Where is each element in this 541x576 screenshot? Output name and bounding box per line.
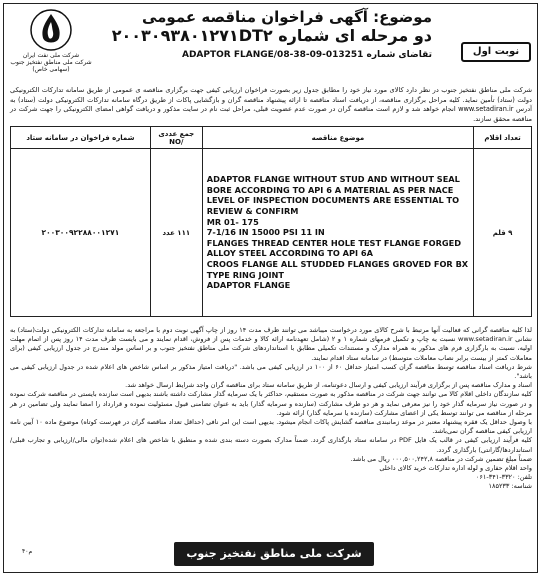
header-count: تعداد اقلام — [474, 127, 532, 149]
page-title: موضوع: آگهی فراخوان مناقصه عمومی — [141, 8, 432, 26]
body-paragraph: تلفن: ۳۳۲۰-۳۴۱-۰۶۱ — [475, 473, 532, 482]
request-code: تقاضای شماره ADAPTOR FLANGE/08-38-09-013251 — [182, 50, 432, 60]
body-paragraph: کلیه سازندگان داخلی اقلام کالا می توانند جهت شرکت در مناقصه مذکور به صورت مستقیم، حداکثر با یک سرمایه گذار مشارکت داشته باشند بدیهی است سازنده بایستی در مناقصه شرکت نموده و در صورت نیاز سرمایه گذار خود را نیز معرفی نماید و هر دو طرف مشارکت (سازنده و سرمایه گذار) باید به عنوان تضامنی قبول مسئولیت نموده و قرارداد را امضا نمایند ولی تضامین در هر مرحله از مناقصه می توانند توسط یکی از اعضای مشارکت (سازنده یا سرمایه گذار) ارائه شود. — [10, 390, 532, 417]
description-line: REVIEW & CONFIRM — [206, 206, 299, 217]
footer-id-code: م۴۰ — [22, 548, 33, 555]
body-paragraph: شرط دریافت اسناد مناقصه توسط مناقصه گران کسب امتیاز حداقل ۶۰ از ۱۰۰ در ارزیابی کیفی می باشد. "دریافت امتیاز مذکور بر اساس شاخص های اعلام شده در جدول ارزیابی کیفی می باشد". — [10, 362, 533, 381]
description-line: LEVEL OF INSPECTION DOCUMENTS ARE ESSENTIAL TO — [206, 195, 460, 206]
body-text — [10, 326, 532, 492]
item-count: ۹ قلم — [474, 149, 532, 317]
item-description — [202, 149, 473, 317]
description-line: 7-1/16 IN 15000 PSI 11 IN — [206, 227, 325, 238]
setad-number: ۲۰۰۳۰۰۹۲۲۸۸۰۰۱۲۷۱ — [11, 149, 151, 317]
table-header-row — [11, 127, 532, 149]
body-paragraph: با وصول حداقل یک فقره پیشنهاد معتبر در موعد زمانبندی مناقصه گشایش پاکات انجام میشود. بدیهی است این امر نافی (حداقل تعداد مناقصه گران در فهرست کوتاه) موضوع ماده ۱۰ آیین نامه ارزیابی کیفی مناقصه گران نمی‌باشد. — [10, 418, 532, 436]
logo-text-1: شرکت ملی نفت ایران — [22, 52, 80, 59]
description-line: ADAPTOR FLANGE — [206, 280, 291, 291]
nioc-logo-icon — [29, 8, 73, 52]
table-row — [11, 149, 532, 317]
tender-number: دو مرحله ای شماره ۲۰۰۳۰۹۳۸۰۱۲۷۱DT۲ — [111, 26, 432, 45]
body-paragraph: اسناد و مدارک مناقصه پس از برگزاری فرآیند ارزیابی کیفی و ارسال دعوتنامه، از طریق سامانه ستاد برای مناقصه گران واجد شرایط ارسال خواهد شد. — [125, 381, 532, 390]
description-line: MR 01- 175 — [206, 216, 259, 227]
description-line: ALLOY STEEL ACCORDING TO API 6A — [206, 248, 373, 259]
body-paragraph: واحد اقلام حفاری و لوله اداره تدارکات خرید کالای داخلی — [379, 464, 532, 473]
description-line: FLANGES THREAD CENTER HOLE TEST FLANGE FORGED — [206, 237, 462, 248]
header-setad-number: شماره فراخوان در سامانه ستاد — [11, 127, 151, 149]
items-table — [10, 126, 532, 317]
title-box — [100, 8, 432, 74]
header-total: جمع عددی /NO — [150, 127, 202, 149]
body-paragraph: لذا کلیه مناقصه گرانی که فعالیت آنها مرتبط با شرح کالای مورد درخواست میباشد می توانند ظرف مدت ۱۴ روز از چاپ آگهی نوبت دوم با مراجعه به سامانه تدارکات الکترونیکی دولت(ستاد) به نشانی www.setadiran.ir نسبت به چاپ و تکمیل فرمهای شماره ۱ و ۲ (شامل تعهدنامه ارائه کالا و خدمات پس از فروش، اقدام نمایند و می بایست ظرف مدت ۱۴ روز پس از اتمام مهلت اولیه، نسبت به بارگزاری فرم های مذکور به همراه مدارک و مستندات تکمیلی مطابق با استانداردهای شرکت ملی مناطق نفتخیز جنوب و بر اساس مولد مندرج در جدول ارزیابی کیفی (برای معاملات کمتر از بیست برابر نصاب معاملات متوسط) در سامانه ستاد اقدام نمایند. — [10, 326, 532, 362]
header — [4, 4, 537, 82]
intro-paragraph: شرکت ملی مناطق نفتخیز جنوب در نظر دارد کالای مورد نیاز خود را مطابق جدول زیر بصورت فراخوان ارزیابی کیفی جهت برگزاری مناقصه ی عمومی از طریق سامانه تدارکات الکترونیکی دولت (ستاد) تأمین نماید. کلیه مراحل برگزاری مناقصه، از دریافت اسناد مناقصه تا ارائه پیشنهاد مناقصه گران و بازگشایی پاکات از طریق درگاه سامانه تدارکات الکترونیکی دولت (ستاد) به آدرس www.setadiran.ir انجام خواهد شد و لازم است مناقصه گران در صورت عدم عضویت قبلی، مراحل ثبت نام در سایت مذکور و دریافت گواهی امضای الکترونیکی را جهت شرکت در مناقصه محقق سازند. — [10, 86, 532, 123]
body-paragraph: کلیه فرآیند ارزیابی کیفی در قالب یک فایل PDF در سامانه ستاد بارگذاری گردد. ضمناً مدارک بصورت دسته بندی شده و منطبق با شاخص های اعلام شده(توان مالی/ارزیابی و تجارب قبلی/استانداردها/گارانتی) بارگذاری گردد. — [10, 436, 532, 454]
item-total: ۱۱۱ عدد — [150, 149, 202, 317]
notice-frame — [3, 3, 538, 573]
description-line: CROOS FLANGE ALL STUDDED FLANGES GROVED FOR BX — [206, 258, 469, 269]
description-line: BORE ACCORDING TO API 6 A MATERIAL AS PER NACE — [206, 184, 454, 195]
company-logo — [10, 8, 92, 74]
description-line: ADAPTOR FLANGE WITHOUT STUD AND WITHOUT SEAL — [206, 174, 460, 185]
body-paragraph: شناسه: ۱۸۵۲۳۳ — [488, 482, 532, 491]
logo-text-2: شرکت ملی مناطق نفتخیز جنوب (سهامی خاص) — [10, 59, 92, 73]
publication-badge: نوبت اول — [461, 42, 531, 62]
description-line: TYPE RING JOINT — [206, 269, 284, 280]
body-paragraph: ضمناً مبلغ تضمین شرکت در مناقصه ۰۰۰,۵۰۰,۲۴۲,۸ ریال می باشد. — [350, 454, 532, 463]
footer-company-banner: شرکت ملی مناطق نفتخیز جنوب — [174, 542, 374, 566]
header-subject: موضوع مناقصه — [202, 127, 473, 149]
